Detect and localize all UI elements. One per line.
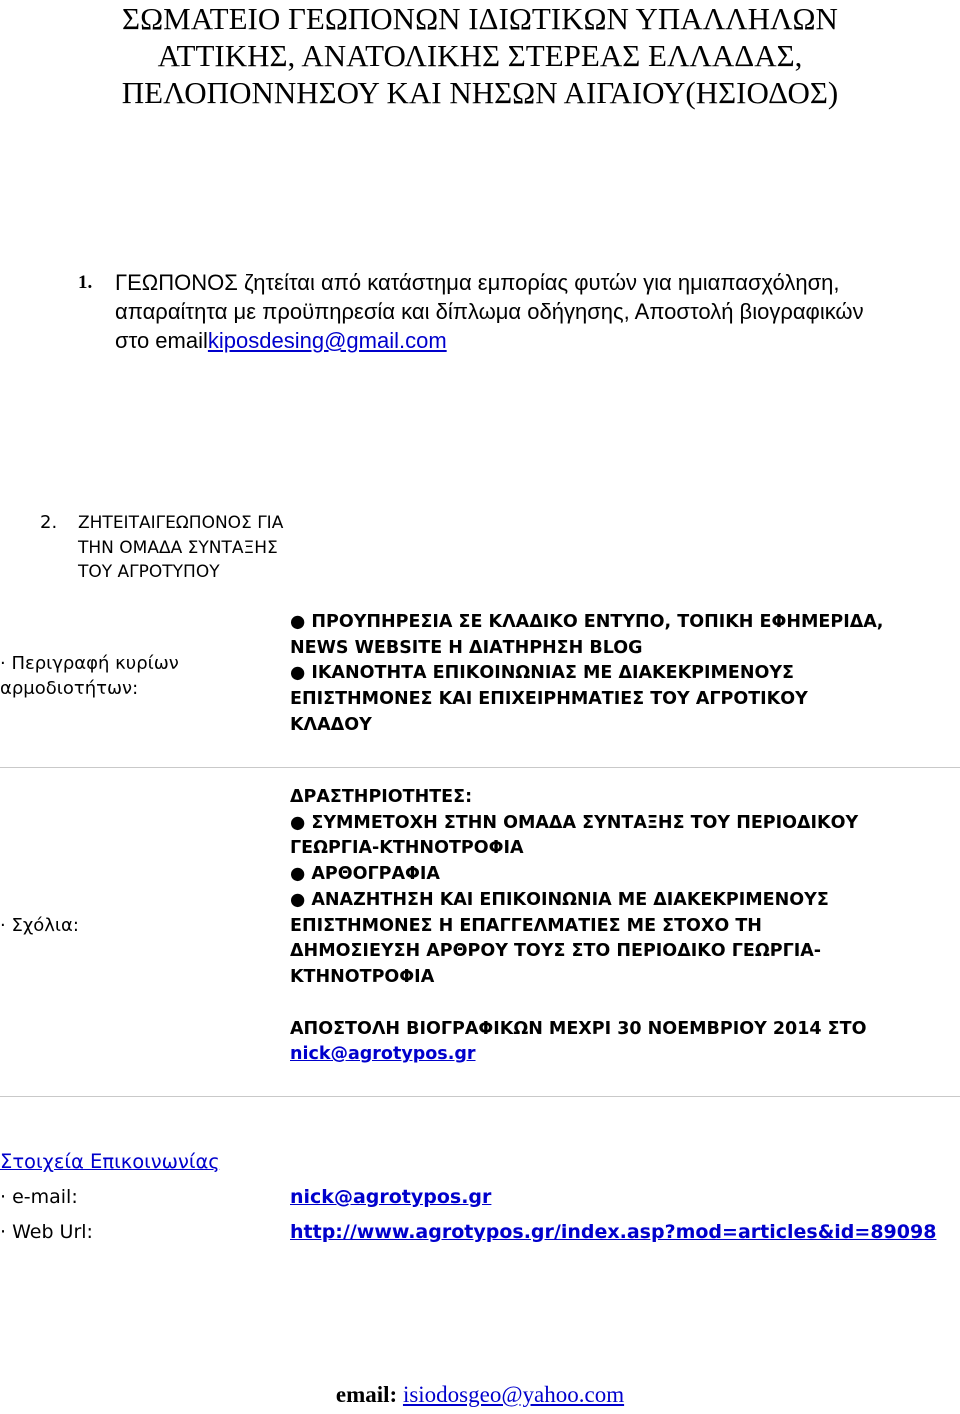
title-line-1: ΣΩΜΑΤΕΙΟ ΓΕΩΠΟΝΩΝ ΙΔΙΩΤΙΚΩΝ ΥΠΑΛΛΗΛΩΝ [122, 1, 838, 36]
duties-label: · Περιγραφή κυρίων αρμοδιοτήτων: [0, 653, 179, 699]
job-listing-1-description: ΓΕΩΠΟΝΟΣ ζητείται από κατάστημα εμπορίας φυτών για ημιαπασχόληση, απαραίτητα με προϋπηρεσία και δίπλωμα οδήγησης, Αποστολή βιογραφικών στο email [115, 270, 864, 353]
duties-line: ● ΙΚΑΝΟΤΗΤΑ ΕΠΙΚΟΙΝΩΝΙΑΣ ΜΕ ΔΙΑΚΕΚΡΙΜΕΝΟΥΣ [290, 663, 794, 684]
duties-line: ● ΠΡΟΥΠΗΡΕΣΙΑ ΣΕ ΚΛΑΔΙΚΟ ΕΝΤΥΠΟ, ΤΟΠΙΚΗ ΕΦΗΜΕΡΙΔΑ, [290, 612, 884, 632]
list-number-2: 2. [40, 512, 58, 533]
activities-line: ● ΑΡΘΟΓΡΑΦΙΑ [290, 864, 440, 885]
page-title [0, 0, 960, 111]
footer-email-link[interactable]: isiodosgeo@yahoo.com [402, 1382, 625, 1407]
title-line-2: ΑΤΤΙΚΗΣ, ΑΝΑΤΟΛΙΚΗΣ ΣΤΕΡΕΑΣ ΕΛΛΑΔΑΣ, [157, 38, 803, 73]
activities-line: ΚΤΗΝΟΤΡΟΦΙΑ [290, 966, 435, 987]
contact-web-link[interactable]: http://www.agrotypos.gr/index.asp?mod=articles&id=89098 [290, 1221, 937, 1243]
job-listing-2-heading: ΖΗΤΕΙΤΑΙΓΕΩΠΟΝΟΣ ΓΙΑ ΤΗΝ ΟΜΑΔΑ ΣΥΝΤΑΞΗΣ ΤΟΥ ΑΓΡΟΤΥΠΟΥ [78, 513, 284, 582]
activities-line: ΔΗΜΟΣΙΕΥΣΗ ΑΡΘΡΟΥ ΤΟΥΣ ΣΤΟ ΠΕΡΙΟΔΙΚΟ ΓΕΩΡΓΙΑ- [290, 941, 822, 962]
footer-email-label: email: [335, 1382, 398, 1407]
job-listing-1-text [115, 268, 878, 355]
contact-web-label: · Web Url: [0, 1221, 93, 1243]
footer [0, 1382, 960, 1408]
divider [0, 1096, 960, 1097]
activities-block [290, 785, 958, 1068]
job-listing-1-email-link[interactable]: kiposdesing@gmail.com [207, 328, 447, 353]
activities-line: ● ΣΥΜΜΕΤΟΧΗ ΣΤΗΝ ΟΜΑΔΑ ΣΥΝΤΑΞΗΣ ΤΟΥ ΠΕΡΙΟΔΙΚΟΥ [290, 812, 859, 833]
activities-line: ● ΑΝΑΖΗΤΗΣΗ ΚΑΙ ΕΠΙΚΟΙΝΩΝΙΑ ΜΕ ΔΙΑΚΕΚΡΙΜΕΝΟΥΣ [290, 889, 829, 910]
job-listing-1 [78, 268, 878, 355]
contact-email-label: · e-mail: [0, 1186, 78, 1208]
spacer [290, 991, 958, 1017]
activities-line: ΕΠΙΣΤΗΜΟΝΕΣ Η ΕΠΑΓΓΕΛΜΑΤΙΕΣ ΜΕ ΣΤΟΧΟ ΤΗ [290, 915, 762, 936]
contact-heading: Στοιχεία Επικοινωνίας [0, 1150, 220, 1173]
activities-line: ΓΕΩΡΓΙΑ-ΚΤΗΝΟΤΡΟΦΙΑ [290, 838, 524, 859]
divider [0, 767, 960, 768]
deadline-email-link[interactable]: nick@agrotypos.gr [290, 1044, 476, 1065]
activities-heading: ΔΡΑΣΤΗΡΙΟΤΗΤΕΣ: [290, 787, 473, 807]
deadline-text: ΑΠΟΣΤΟΛΗ ΒΙΟΓΡΑΦΙΚΩΝ ΜΕΧΡΙ 30 ΝΟΕΜΒΡΙΟΥ 2014 ΣΤΟ [290, 1018, 867, 1039]
list-number-1: 1. [78, 272, 93, 293]
job-listing-2-title [40, 511, 300, 585]
duties-line: ΕΠΙΣΤΗΜΟΝΕΣ ΚΑΙ ΕΠΙΧΕΙΡΗΜΑΤΙΕΣ ΤΟΥ ΑΓΡΟΤΙΚΟΥ [290, 689, 808, 710]
contact-email-link[interactable]: nick@agrotypos.gr [290, 1186, 492, 1208]
title-line-3: ΠΕΛΟΠΟΝΝΗΣΟΥ ΚΑΙ ΝΗΣΩΝ ΑΙΓΑΙΟΥ(ΗΣΙΟΔΟΣ) [121, 75, 839, 110]
comments-label: · Σχόλια: [0, 915, 79, 936]
duties-list [290, 610, 958, 739]
duties-line: ΚΛΑΔΟΥ [290, 714, 372, 735]
duties-line: NEWS WEBSITE Η ΔΙΑΤΗΡΗΣΗ BLOG [290, 637, 643, 658]
